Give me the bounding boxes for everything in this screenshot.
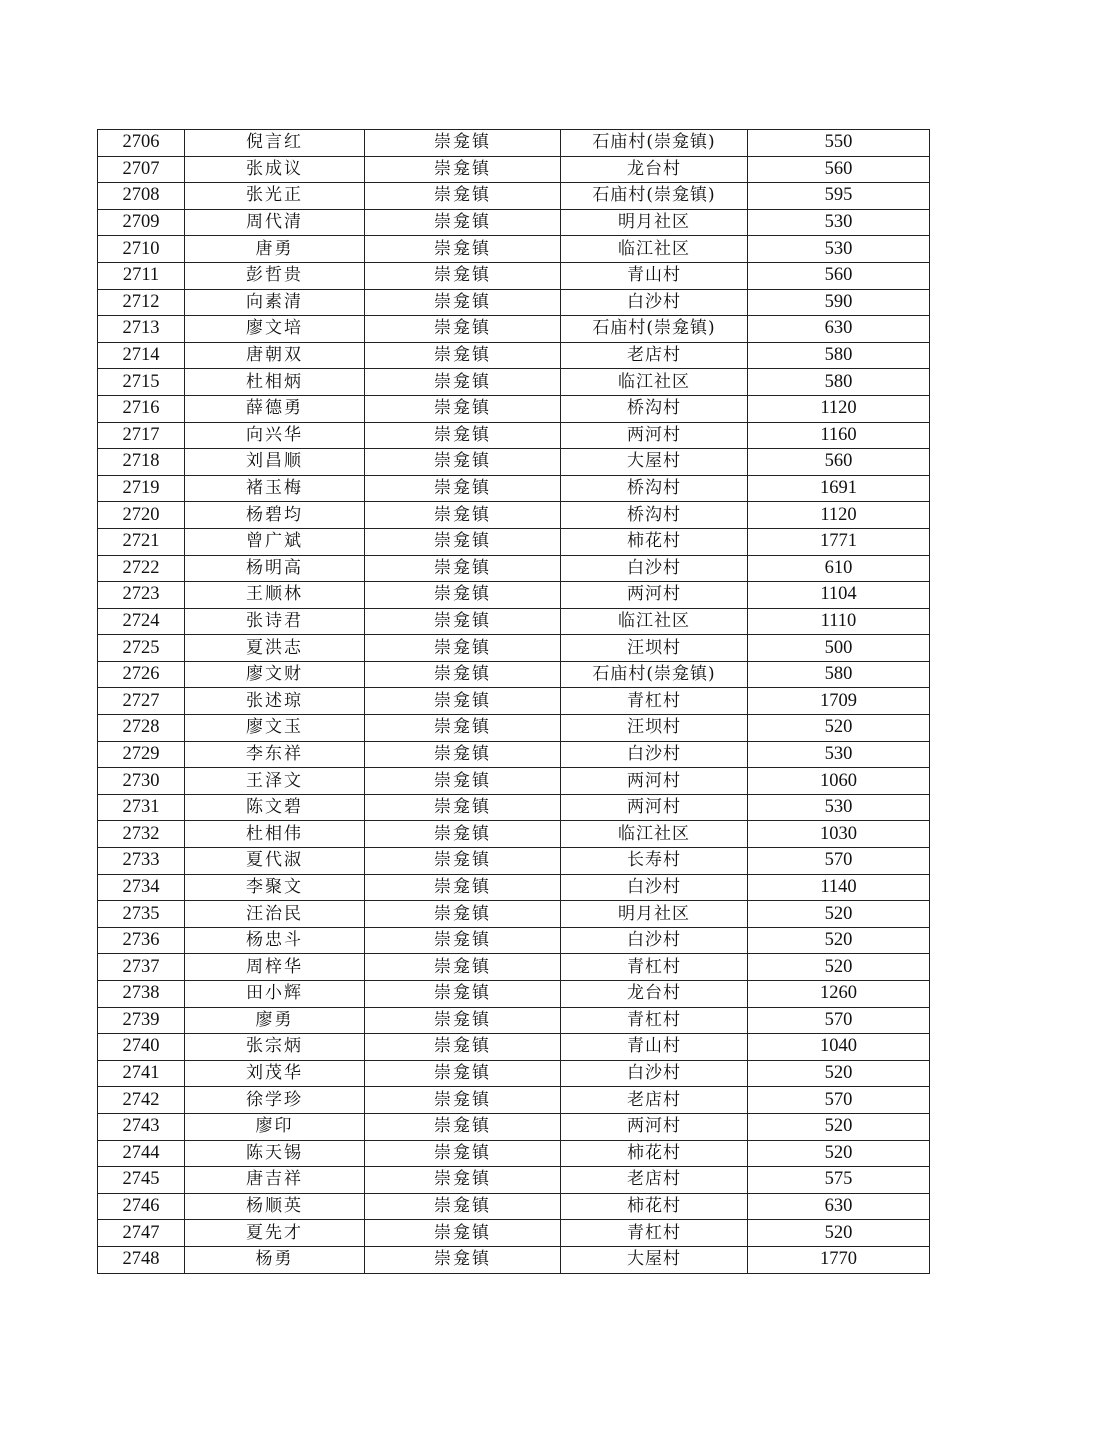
cell-id: 2714 bbox=[98, 342, 185, 369]
cell-town: 崇龛镇 bbox=[365, 1113, 561, 1140]
cell-id: 2727 bbox=[98, 688, 185, 715]
cell-village: 两河村 bbox=[561, 794, 748, 821]
table-row bbox=[98, 475, 930, 502]
cell-name: 唐朝双 bbox=[185, 342, 365, 369]
cell-name: 汪治民 bbox=[185, 901, 365, 928]
cell-village: 石庙村(崇龛镇) bbox=[561, 316, 748, 343]
table-row bbox=[98, 183, 930, 210]
cell-id: 2726 bbox=[98, 661, 185, 688]
cell-town: 崇龛镇 bbox=[365, 848, 561, 875]
table-row bbox=[98, 555, 930, 582]
cell-amount: 530 bbox=[748, 236, 930, 263]
table-row bbox=[98, 1246, 930, 1273]
cell-town: 崇龛镇 bbox=[365, 688, 561, 715]
cell-name: 彭哲贵 bbox=[185, 262, 365, 289]
cell-town: 崇龛镇 bbox=[365, 1007, 561, 1034]
cell-amount: 1110 bbox=[748, 608, 930, 635]
cell-amount: 570 bbox=[748, 1007, 930, 1034]
cell-amount: 1040 bbox=[748, 1034, 930, 1061]
table-row bbox=[98, 262, 930, 289]
cell-amount: 1060 bbox=[748, 768, 930, 795]
cell-village: 白沙村 bbox=[561, 555, 748, 582]
cell-name: 杜相炳 bbox=[185, 369, 365, 396]
cell-name: 李聚文 bbox=[185, 874, 365, 901]
cell-name: 夏代淑 bbox=[185, 848, 365, 875]
table-row bbox=[98, 848, 930, 875]
cell-id: 2712 bbox=[98, 289, 185, 316]
cell-amount: 1104 bbox=[748, 582, 930, 609]
cell-amount: 520 bbox=[748, 1220, 930, 1247]
table-row bbox=[98, 661, 930, 688]
table-row bbox=[98, 1167, 930, 1194]
cell-village: 汪坝村 bbox=[561, 715, 748, 742]
cell-id: 2719 bbox=[98, 475, 185, 502]
cell-town: 崇龛镇 bbox=[365, 661, 561, 688]
table-row bbox=[98, 289, 930, 316]
cell-town: 崇龛镇 bbox=[365, 768, 561, 795]
cell-name: 张宗炳 bbox=[185, 1034, 365, 1061]
cell-id: 2708 bbox=[98, 183, 185, 210]
cell-id: 2723 bbox=[98, 582, 185, 609]
cell-village: 老店村 bbox=[561, 1167, 748, 1194]
table-row bbox=[98, 316, 930, 343]
cell-village: 桥沟村 bbox=[561, 502, 748, 529]
cell-amount: 630 bbox=[748, 316, 930, 343]
cell-village: 龙台村 bbox=[561, 981, 748, 1008]
table-body bbox=[98, 130, 930, 1274]
table-row bbox=[98, 422, 930, 449]
cell-town: 崇龛镇 bbox=[365, 1034, 561, 1061]
table-row bbox=[98, 821, 930, 848]
cell-name: 张光正 bbox=[185, 183, 365, 210]
cell-village: 临江社区 bbox=[561, 236, 748, 263]
table-row bbox=[98, 741, 930, 768]
cell-id: 2748 bbox=[98, 1246, 185, 1273]
table-row bbox=[98, 209, 930, 236]
cell-name: 刘茂华 bbox=[185, 1060, 365, 1087]
cell-name: 夏先才 bbox=[185, 1220, 365, 1247]
cell-id: 2747 bbox=[98, 1220, 185, 1247]
cell-amount: 575 bbox=[748, 1167, 930, 1194]
cell-name: 廖文培 bbox=[185, 316, 365, 343]
cell-town: 崇龛镇 bbox=[365, 1193, 561, 1220]
cell-village: 青杠村 bbox=[561, 1220, 748, 1247]
cell-name: 曾广斌 bbox=[185, 528, 365, 555]
cell-village: 临江社区 bbox=[561, 821, 748, 848]
cell-id: 2732 bbox=[98, 821, 185, 848]
cell-town: 崇龛镇 bbox=[365, 794, 561, 821]
cell-village: 青杠村 bbox=[561, 1007, 748, 1034]
cell-village: 龙台村 bbox=[561, 156, 748, 183]
cell-town: 崇龛镇 bbox=[365, 183, 561, 210]
cell-town: 崇龛镇 bbox=[365, 289, 561, 316]
table-row bbox=[98, 688, 930, 715]
cell-id: 2733 bbox=[98, 848, 185, 875]
cell-id: 2745 bbox=[98, 1167, 185, 1194]
cell-name: 杨明高 bbox=[185, 555, 365, 582]
cell-town: 崇龛镇 bbox=[365, 342, 561, 369]
cell-town: 崇龛镇 bbox=[365, 582, 561, 609]
table-row bbox=[98, 1060, 930, 1087]
cell-id: 2725 bbox=[98, 635, 185, 662]
cell-name: 周梓华 bbox=[185, 954, 365, 981]
cell-amount: 520 bbox=[748, 715, 930, 742]
cell-name: 唐吉祥 bbox=[185, 1167, 365, 1194]
cell-amount: 520 bbox=[748, 901, 930, 928]
cell-id: 2716 bbox=[98, 395, 185, 422]
cell-name: 李东祥 bbox=[185, 741, 365, 768]
cell-village: 临江社区 bbox=[561, 608, 748, 635]
cell-id: 2730 bbox=[98, 768, 185, 795]
cell-town: 崇龛镇 bbox=[365, 528, 561, 555]
cell-id: 2731 bbox=[98, 794, 185, 821]
cell-village: 白沙村 bbox=[561, 874, 748, 901]
cell-town: 崇龛镇 bbox=[365, 927, 561, 954]
cell-amount: 500 bbox=[748, 635, 930, 662]
cell-village: 临江社区 bbox=[561, 369, 748, 396]
table-row bbox=[98, 502, 930, 529]
cell-id: 2717 bbox=[98, 422, 185, 449]
cell-village: 桥沟村 bbox=[561, 395, 748, 422]
table-row bbox=[98, 1140, 930, 1167]
table-row bbox=[98, 954, 930, 981]
cell-amount: 1260 bbox=[748, 981, 930, 1008]
cell-town: 崇龛镇 bbox=[365, 316, 561, 343]
table-row bbox=[98, 874, 930, 901]
cell-town: 崇龛镇 bbox=[365, 1167, 561, 1194]
cell-village: 两河村 bbox=[561, 422, 748, 449]
cell-village: 青山村 bbox=[561, 262, 748, 289]
cell-id: 2735 bbox=[98, 901, 185, 928]
cell-id: 2724 bbox=[98, 608, 185, 635]
cell-amount: 570 bbox=[748, 848, 930, 875]
cell-amount: 1770 bbox=[748, 1246, 930, 1273]
cell-amount: 530 bbox=[748, 794, 930, 821]
cell-name: 薛德勇 bbox=[185, 395, 365, 422]
table-row bbox=[98, 582, 930, 609]
cell-village: 汪坝村 bbox=[561, 635, 748, 662]
cell-name: 刘昌顺 bbox=[185, 449, 365, 476]
cell-id: 2728 bbox=[98, 715, 185, 742]
table-row bbox=[98, 1034, 930, 1061]
cell-village: 白沙村 bbox=[561, 927, 748, 954]
cell-amount: 1120 bbox=[748, 502, 930, 529]
cell-id: 2722 bbox=[98, 555, 185, 582]
cell-village: 老店村 bbox=[561, 1087, 748, 1114]
table-row bbox=[98, 528, 930, 555]
table-row bbox=[98, 901, 930, 928]
cell-name: 杜相伟 bbox=[185, 821, 365, 848]
cell-town: 崇龛镇 bbox=[365, 1220, 561, 1247]
cell-id: 2729 bbox=[98, 741, 185, 768]
cell-id: 2736 bbox=[98, 927, 185, 954]
cell-id: 2718 bbox=[98, 449, 185, 476]
cell-amount: 520 bbox=[748, 1113, 930, 1140]
cell-name: 张成议 bbox=[185, 156, 365, 183]
table-row bbox=[98, 1007, 930, 1034]
cell-amount: 520 bbox=[748, 1060, 930, 1087]
cell-name: 王泽文 bbox=[185, 768, 365, 795]
cell-village: 两河村 bbox=[561, 582, 748, 609]
cell-amount: 570 bbox=[748, 1087, 930, 1114]
cell-name: 徐学珍 bbox=[185, 1087, 365, 1114]
cell-town: 崇龛镇 bbox=[365, 715, 561, 742]
cell-town: 崇龛镇 bbox=[365, 262, 561, 289]
cell-amount: 520 bbox=[748, 954, 930, 981]
cell-village: 柿花村 bbox=[561, 1193, 748, 1220]
cell-id: 2715 bbox=[98, 369, 185, 396]
cell-name: 张诗君 bbox=[185, 608, 365, 635]
cell-id: 2741 bbox=[98, 1060, 185, 1087]
cell-amount: 530 bbox=[748, 741, 930, 768]
cell-name: 廖勇 bbox=[185, 1007, 365, 1034]
cell-name: 陈天锡 bbox=[185, 1140, 365, 1167]
cell-id: 2721 bbox=[98, 528, 185, 555]
cell-village: 石庙村(崇龛镇) bbox=[561, 130, 748, 157]
table-row bbox=[98, 608, 930, 635]
cell-name: 周代清 bbox=[185, 209, 365, 236]
table-row bbox=[98, 395, 930, 422]
table-row bbox=[98, 768, 930, 795]
cell-name: 廖印 bbox=[185, 1113, 365, 1140]
cell-town: 崇龛镇 bbox=[365, 395, 561, 422]
cell-village: 青杠村 bbox=[561, 954, 748, 981]
cell-village: 白沙村 bbox=[561, 1060, 748, 1087]
cell-village: 大屋村 bbox=[561, 449, 748, 476]
cell-town: 崇龛镇 bbox=[365, 741, 561, 768]
cell-village: 青山村 bbox=[561, 1034, 748, 1061]
cell-town: 崇龛镇 bbox=[365, 449, 561, 476]
cell-village: 两河村 bbox=[561, 768, 748, 795]
cell-town: 崇龛镇 bbox=[365, 635, 561, 662]
cell-name: 倪言红 bbox=[185, 130, 365, 157]
cell-town: 崇龛镇 bbox=[365, 475, 561, 502]
cell-town: 崇龛镇 bbox=[365, 236, 561, 263]
cell-village: 青杠村 bbox=[561, 688, 748, 715]
cell-amount: 580 bbox=[748, 661, 930, 688]
table-row bbox=[98, 981, 930, 1008]
table-row bbox=[98, 794, 930, 821]
cell-id: 2720 bbox=[98, 502, 185, 529]
cell-village: 明月社区 bbox=[561, 209, 748, 236]
table-row bbox=[98, 342, 930, 369]
cell-name: 廖文财 bbox=[185, 661, 365, 688]
cell-town: 崇龛镇 bbox=[365, 130, 561, 157]
table-row bbox=[98, 236, 930, 263]
cell-id: 2709 bbox=[98, 209, 185, 236]
table-row bbox=[98, 369, 930, 396]
table-row bbox=[98, 1220, 930, 1247]
cell-id: 2734 bbox=[98, 874, 185, 901]
cell-id: 2711 bbox=[98, 262, 185, 289]
cell-name: 陈文碧 bbox=[185, 794, 365, 821]
cell-town: 崇龛镇 bbox=[365, 1246, 561, 1273]
cell-amount: 590 bbox=[748, 289, 930, 316]
cell-town: 崇龛镇 bbox=[365, 369, 561, 396]
cell-town: 崇龛镇 bbox=[365, 1140, 561, 1167]
cell-amount: 520 bbox=[748, 1140, 930, 1167]
cell-name: 杨勇 bbox=[185, 1246, 365, 1273]
cell-village: 两河村 bbox=[561, 1113, 748, 1140]
table-row bbox=[98, 449, 930, 476]
table-row bbox=[98, 927, 930, 954]
cell-id: 2706 bbox=[98, 130, 185, 157]
cell-town: 崇龛镇 bbox=[365, 502, 561, 529]
cell-name: 杨忠斗 bbox=[185, 927, 365, 954]
cell-town: 崇龛镇 bbox=[365, 555, 561, 582]
cell-town: 崇龛镇 bbox=[365, 608, 561, 635]
cell-town: 崇龛镇 bbox=[365, 981, 561, 1008]
cell-id: 2746 bbox=[98, 1193, 185, 1220]
cell-village: 白沙村 bbox=[561, 741, 748, 768]
table-row bbox=[98, 156, 930, 183]
cell-town: 崇龛镇 bbox=[365, 156, 561, 183]
cell-village: 老店村 bbox=[561, 342, 748, 369]
cell-name: 杨顺英 bbox=[185, 1193, 365, 1220]
cell-id: 2743 bbox=[98, 1113, 185, 1140]
cell-id: 2742 bbox=[98, 1087, 185, 1114]
cell-name: 田小辉 bbox=[185, 981, 365, 1008]
cell-village: 柿花村 bbox=[561, 1140, 748, 1167]
cell-id: 2739 bbox=[98, 1007, 185, 1034]
table-row bbox=[98, 715, 930, 742]
table-row bbox=[98, 130, 930, 157]
cell-town: 崇龛镇 bbox=[365, 874, 561, 901]
cell-amount: 560 bbox=[748, 449, 930, 476]
cell-village: 白沙村 bbox=[561, 289, 748, 316]
cell-town: 崇龛镇 bbox=[365, 821, 561, 848]
cell-name: 褚玉梅 bbox=[185, 475, 365, 502]
cell-name: 张述琼 bbox=[185, 688, 365, 715]
table-row bbox=[98, 635, 930, 662]
cell-id: 2710 bbox=[98, 236, 185, 263]
cell-town: 崇龛镇 bbox=[365, 209, 561, 236]
cell-name: 廖文玉 bbox=[185, 715, 365, 742]
cell-amount: 1709 bbox=[748, 688, 930, 715]
cell-amount: 550 bbox=[748, 130, 930, 157]
table-row bbox=[98, 1113, 930, 1140]
cell-amount: 1691 bbox=[748, 475, 930, 502]
cell-id: 2713 bbox=[98, 316, 185, 343]
cell-id: 2744 bbox=[98, 1140, 185, 1167]
cell-amount: 560 bbox=[748, 156, 930, 183]
cell-amount: 610 bbox=[748, 555, 930, 582]
cell-id: 2707 bbox=[98, 156, 185, 183]
cell-village: 石庙村(崇龛镇) bbox=[561, 661, 748, 688]
cell-village: 长寿村 bbox=[561, 848, 748, 875]
cell-town: 崇龛镇 bbox=[365, 1087, 561, 1114]
cell-amount: 595 bbox=[748, 183, 930, 210]
cell-town: 崇龛镇 bbox=[365, 1060, 561, 1087]
cell-amount: 1771 bbox=[748, 528, 930, 555]
cell-name: 杨碧均 bbox=[185, 502, 365, 529]
cell-village: 石庙村(崇龛镇) bbox=[561, 183, 748, 210]
cell-amount: 1030 bbox=[748, 821, 930, 848]
cell-name: 王顺林 bbox=[185, 582, 365, 609]
cell-amount: 580 bbox=[748, 369, 930, 396]
cell-amount: 630 bbox=[748, 1193, 930, 1220]
cell-name: 向素清 bbox=[185, 289, 365, 316]
cell-village: 明月社区 bbox=[561, 901, 748, 928]
cell-name: 唐勇 bbox=[185, 236, 365, 263]
cell-town: 崇龛镇 bbox=[365, 954, 561, 981]
table-row bbox=[98, 1087, 930, 1114]
cell-amount: 1140 bbox=[748, 874, 930, 901]
cell-amount: 580 bbox=[748, 342, 930, 369]
data-table bbox=[97, 129, 930, 1274]
cell-id: 2738 bbox=[98, 981, 185, 1008]
cell-amount: 1160 bbox=[748, 422, 930, 449]
cell-id: 2737 bbox=[98, 954, 185, 981]
cell-amount: 530 bbox=[748, 209, 930, 236]
table-row bbox=[98, 1193, 930, 1220]
cell-name: 夏洪志 bbox=[185, 635, 365, 662]
cell-village: 桥沟村 bbox=[561, 475, 748, 502]
cell-town: 崇龛镇 bbox=[365, 901, 561, 928]
cell-name: 向兴华 bbox=[185, 422, 365, 449]
cell-amount: 1120 bbox=[748, 395, 930, 422]
cell-town: 崇龛镇 bbox=[365, 422, 561, 449]
cell-village: 大屋村 bbox=[561, 1246, 748, 1273]
cell-amount: 520 bbox=[748, 927, 930, 954]
cell-village: 柿花村 bbox=[561, 528, 748, 555]
cell-amount: 560 bbox=[748, 262, 930, 289]
cell-id: 2740 bbox=[98, 1034, 185, 1061]
